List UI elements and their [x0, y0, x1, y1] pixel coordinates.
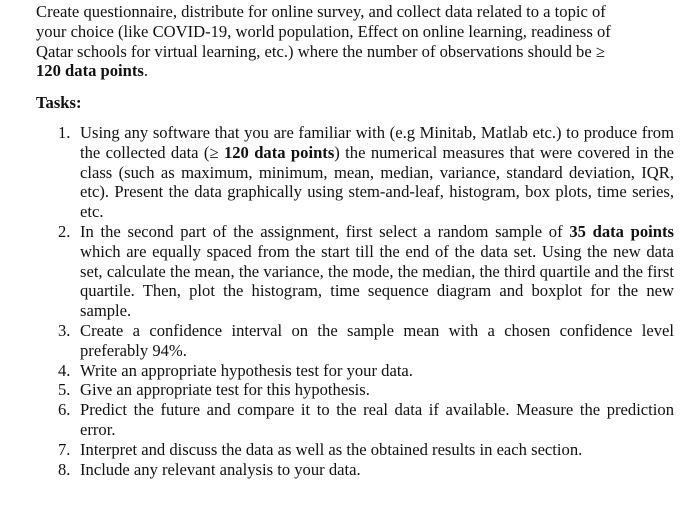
task-text-part: which are equally spaced from the start till the end of the data set. Using the new data set, calculate the mean, the variance, the mode, the median, the third quartile and the first quartile. Then, plot the histogram, time sequence diagram and boxplot for the new sample.	[80, 241, 674, 321]
intro-bold-data-points: 120 data points	[36, 61, 144, 81]
task-text-part: ) the numerical measures that were covered in the class (such as maximum, minimum, mean, median, variance, standard deviation, IQR, etc). Present the data graphically using stem-and-leaf, histogram, box plots, time series, etc.	[80, 142, 674, 222]
task-item-1	[58, 123, 674, 222]
task-number: 7.	[58, 439, 71, 459]
task-number: 8.	[58, 459, 71, 479]
task-number: 4.	[58, 360, 71, 380]
task-text: Create a confidence interval on the sample mean with a chosen confidence level preferably 94%.	[80, 320, 674, 360]
task-item-6	[58, 400, 674, 440]
task-number: 6.	[58, 400, 71, 420]
task-item-5	[58, 380, 674, 400]
task-text: Include any relevant analysis to your data.	[80, 459, 361, 479]
task-text	[80, 123, 674, 222]
task-text-bold: 120 data points	[223, 142, 335, 162]
tasks-heading: Tasks:	[36, 93, 82, 113]
task-text: Interpret and discuss the data as well as the obtained results in each section.	[80, 439, 583, 459]
task-text: Predict the future and compare it to the real data if available. Measure the prediction error.	[80, 400, 674, 439]
task-number: 3.	[58, 320, 71, 340]
task-text-bold: 35 data points	[569, 221, 674, 241]
task-text-part: In the second part of the assignment, first select a random sample of	[80, 221, 570, 241]
task-item-4	[58, 361, 674, 381]
task-list	[36, 123, 674, 479]
task-item-8	[58, 460, 674, 480]
intro-line-2: your choice (like COVID-19, world population, Effect on online learning, readiness of	[36, 21, 611, 41]
task-number: 2.	[58, 221, 71, 241]
task-number: 1.	[58, 122, 71, 142]
task-text-part: Using any software that you are familiar with (e.g Minitab, Matlab etc.) to produce from the collected data (≥	[80, 122, 674, 162]
task-text: Write an appropriate hypothesis test for your data.	[80, 360, 413, 380]
intro-line-1: Create questionnaire, distribute for online survey, and collect data related to a topic of	[36, 2, 606, 21]
intro-paragraph	[36, 2, 674, 81]
intro-line-3: Qatar schools for virtual learning, etc.) where the number of observations should be ≥	[36, 41, 605, 61]
task-item-3	[58, 321, 674, 361]
intro-line-4-end: .	[143, 61, 149, 81]
task-item-7	[58, 440, 674, 460]
task-text: Give an appropriate test for this hypothesis.	[80, 380, 370, 400]
task-item-2	[58, 222, 674, 321]
task-text	[80, 222, 674, 321]
task-number: 5.	[58, 380, 71, 400]
